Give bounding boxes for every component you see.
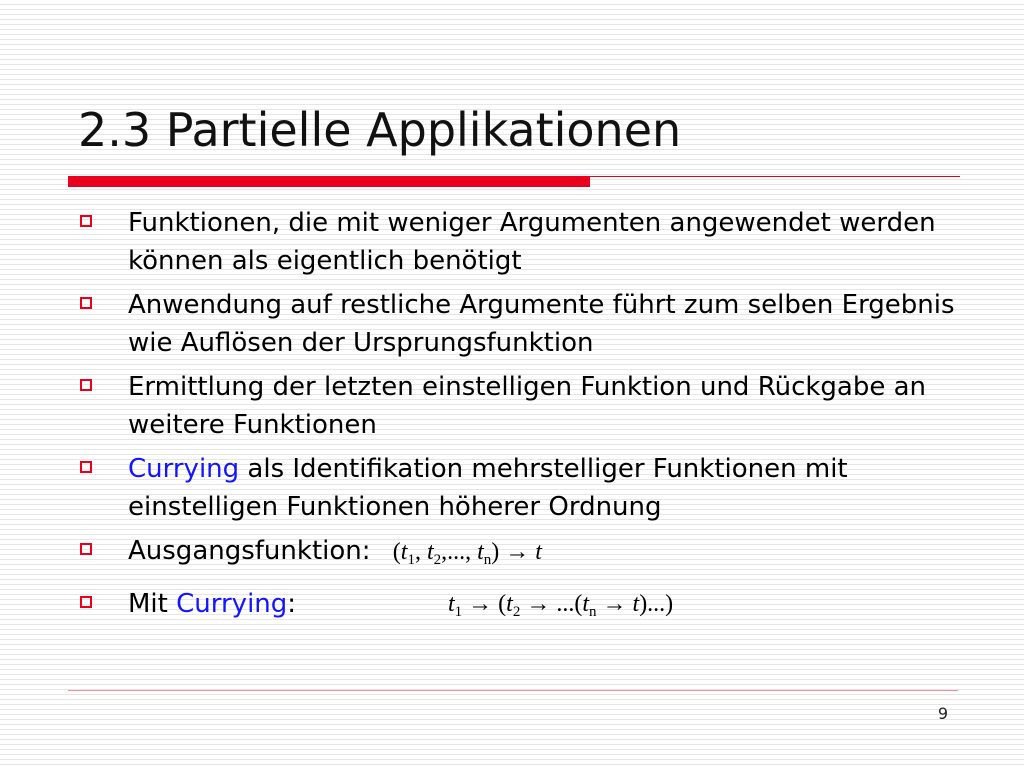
bullet-text: Ermittlung der letzten einstelligen Funktion und Rückgabe an weitere Funktionen bbox=[128, 372, 927, 440]
bullet-item bbox=[78, 450, 958, 526]
bullet-suffix: : bbox=[287, 589, 297, 619]
bullet-text: Anwendung auf restliche Argumente führt zum selben Ergebnis wie Auflösen der Ursprungsfunktion bbox=[128, 290, 955, 358]
currying-term: Currying bbox=[128, 454, 240, 484]
bullet-item bbox=[78, 286, 958, 362]
footer-divider bbox=[68, 690, 958, 691]
bullet-item bbox=[78, 532, 958, 579]
square-bullet-icon bbox=[80, 297, 92, 309]
bullet-item bbox=[78, 204, 958, 280]
formula-curried-function: $t_1 \to (t_2 \to ...(t_n \to t)...)$ bbox=[448, 591, 674, 620]
bullet-text: als Identifikation mehrstelliger Funktionen mit einstelligen Funktionen höherer Ordnung bbox=[128, 454, 848, 522]
square-bullet-icon bbox=[80, 379, 92, 391]
bullet-prefix: Mit bbox=[128, 589, 177, 619]
formula-source-function: ($t_1$, $t_2$,..., $t_n) \to t$ bbox=[392, 539, 542, 568]
page-number: 9 bbox=[937, 704, 948, 723]
title-underline-thin bbox=[590, 176, 960, 177]
square-bullet-icon bbox=[80, 596, 92, 608]
bullet-item bbox=[78, 368, 958, 444]
slide-title: 2.3 Partielle Applikationen bbox=[78, 103, 682, 157]
bullet-text: Funktionen, die mit weniger Argumenten angewendet werden können als eigentlich benötigt bbox=[128, 208, 936, 276]
square-bullet-icon bbox=[80, 461, 92, 473]
square-bullet-icon bbox=[80, 215, 92, 227]
bullet-label: Ausgangsfunktion: bbox=[128, 536, 371, 566]
bullet-list bbox=[78, 204, 958, 629]
currying-term: Currying bbox=[176, 589, 288, 619]
title-underline-bar bbox=[68, 176, 590, 187]
bullet-item bbox=[78, 585, 958, 623]
square-bullet-icon bbox=[80, 543, 92, 555]
